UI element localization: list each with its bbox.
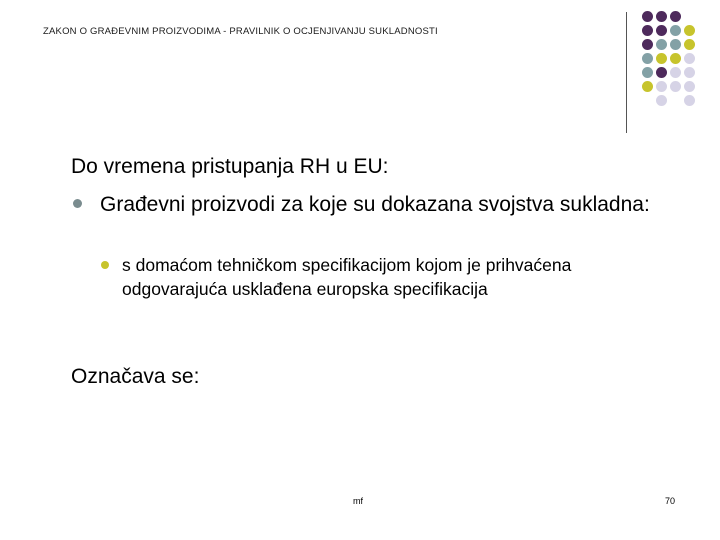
header-title: ZAKON O GRAĐEVNIM PROIZVODIMA - PRAVILNIK O OCJENJIVANJU SUKLADNOSTI — [43, 26, 438, 37]
bullet-item-1: Građevni proizvodi za koje su dokazana svojstva sukladna: — [100, 193, 650, 216]
decorative-dot — [642, 25, 653, 36]
decorative-dot — [656, 81, 667, 92]
decorative-dot — [656, 53, 667, 64]
footer-page-number: 70 — [665, 496, 676, 506]
decorative-dot — [684, 39, 695, 50]
sub-bullet-dot-icon — [101, 261, 109, 269]
sub-bullet-item-1: s domaćom tehničkom specifikacijom kojom je prihvaćena odgovarajuća usklađena europska specifikacija — [122, 255, 572, 299]
decorative-dot — [670, 81, 681, 92]
decorative-dot — [656, 67, 667, 78]
decorative-dot — [670, 39, 681, 50]
decorative-dot — [656, 39, 667, 50]
decorative-dot — [684, 25, 695, 36]
footer-author: mf — [353, 496, 363, 506]
decorative-dot — [656, 25, 667, 36]
decorative-dot — [642, 67, 653, 78]
decorative-dot — [684, 53, 695, 64]
decorative-dot — [642, 81, 653, 92]
decorative-dot — [656, 95, 667, 106]
decorative-dot — [684, 95, 695, 106]
decorative-dot — [670, 25, 681, 36]
decorative-dot-grid — [0, 0, 720, 140]
decorative-dot — [642, 53, 653, 64]
decorative-dot — [670, 53, 681, 64]
decorative-dot — [684, 67, 695, 78]
decorative-dot — [684, 81, 695, 92]
decorative-vertical-line — [626, 12, 627, 133]
decorative-dot — [642, 11, 653, 22]
decorative-dot — [670, 11, 681, 22]
intro-line: Do vremena pristupanja RH u EU: — [71, 155, 389, 178]
decorative-dot — [670, 67, 681, 78]
decorative-dot — [642, 39, 653, 50]
decorative-dot — [656, 11, 667, 22]
bullet-dot-icon — [73, 199, 82, 208]
marking-line: Označava se: — [71, 365, 200, 388]
